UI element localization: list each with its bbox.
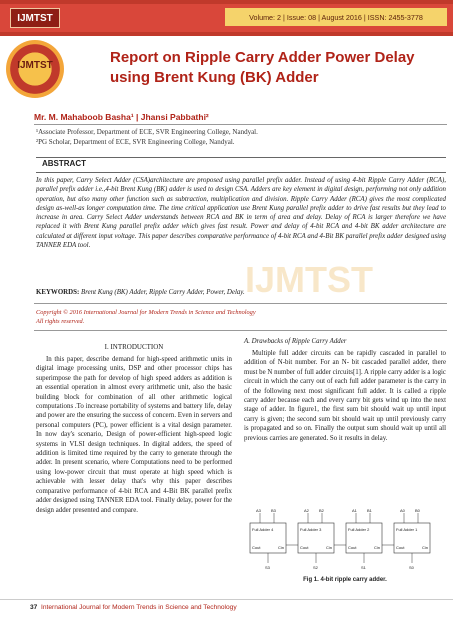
svg-text:Cin: Cin bbox=[422, 545, 429, 550]
volume-info: Volume: 2 | Issue: 08 | August 2016 | ISSN: 2455-3778 bbox=[225, 8, 447, 26]
journal-brand: IJMTST bbox=[10, 8, 60, 28]
copyright-line-2: All rights reserved. bbox=[36, 317, 85, 325]
svg-text:Cout: Cout bbox=[396, 545, 405, 550]
input-label: B3 bbox=[271, 508, 276, 513]
keywords-text: Brent Kung (BK) Adder, Ripple Carry Adder, Power, Delay. bbox=[81, 289, 245, 296]
svg-text:Cout: Cout bbox=[348, 545, 357, 550]
full-adder-label: Full Adder 4 bbox=[252, 527, 274, 532]
input-label: B0 bbox=[415, 508, 420, 513]
output-label: S1 bbox=[361, 565, 366, 570]
footer-journal: International Journal for Modern Trends in Science and Technology bbox=[41, 604, 237, 611]
section-heading-introduction: I. INTRODUCTION bbox=[104, 343, 164, 351]
abstract-text: In this paper, Carry Select Adder (CSA)architecture are proposed using parallel prefix adder. Instead of using 4-bit Ripple Carry Adder (RCA), parallel prefix adder i.e.,4-bit Brent Kung (BK) adder is used to design CSA. Adders are key element in digital design, performing not only addition operation, but also many other function such as subtraction, multiplication and division. Ripple Carry Adder (RCA) gives the most complicated design as-well-as longer computation time. The time critical application use Brent Kung parallel prefix adder to drive fast results but they lead to increase in area. Carry Select Adder understands between RCA and BK in term of area and delay. Delay of RCA is larger therefore we have replaced it with Brent Kung parallel prefix adder which gives fast result. Power and delay of 4-bit RCA and 4-bit BK adder architecture are calculated at different input voltage. This paper describes comparative performance of 4-bit RCA and 4-Bit BK parallel prefix adder designed using TANNER EDA tool. bbox=[36, 177, 446, 250]
watermark: IJMTST bbox=[245, 259, 374, 300]
figure-caption: Fig 1. 4-bit ripple carry adder. bbox=[303, 577, 387, 583]
output-label: S2 bbox=[313, 565, 318, 570]
input-label: B2 bbox=[319, 508, 324, 513]
svg-text:Cin: Cin bbox=[278, 545, 285, 550]
full-adder-label: Full Adder 3 bbox=[300, 527, 322, 532]
footer bbox=[30, 604, 237, 611]
svg-text:Cin: Cin bbox=[374, 545, 381, 550]
divider bbox=[34, 330, 447, 331]
input-label: A1 bbox=[352, 508, 357, 513]
affiliation-2: ²PG Scholar, Department of ECE, SVR Engineering College, Nandyal. bbox=[36, 138, 235, 146]
svg-text:Cout: Cout bbox=[252, 545, 261, 550]
divider bbox=[34, 124, 447, 125]
affiliation-1: ¹Associate Professor, Department of ECE, SVR Engineering College, Nandyal. bbox=[36, 128, 258, 136]
input-label: B1 bbox=[367, 508, 372, 513]
drawbacks-text: Multiple full adder circuits can be rapidly cascaded in parallel to addition of N-bit number. For an N- bit cascaded parallel adder, there must be N number of full adder circuits[1]. A ripple carry adder is a logic circuit in which the carry out of each full adder parameter is the carry in of the following next most significant full adder. It is called a ripple carry adder because each and every carry bit gets wind up into the next stage of adder. In figure1, the first sum bit should wait up until input carry is given; the second sum bit should wait up until previously carry is propagated and so on. Finally the output sum should wait up until all previous carries are generated. So it results in delay. bbox=[244, 350, 446, 442]
authors: Mr. M. Mahaboob Basha¹ | Jhansi Pabbathi² bbox=[34, 112, 209, 122]
abstract-heading: ABSTRACT bbox=[42, 159, 86, 168]
page-number: 37 bbox=[30, 604, 38, 611]
paper-title: Report on Ripple Carry Adder Power Delay using Brent Kung (BK) Adder bbox=[110, 49, 415, 86]
input-label: A3 bbox=[256, 508, 261, 513]
output-label: S0 bbox=[409, 565, 414, 570]
subsection-heading-drawbacks: A. Drawbacks of Ripple Carry Adder bbox=[244, 338, 347, 345]
full-adder-label: Full Adder 1 bbox=[396, 527, 418, 532]
footer-divider bbox=[0, 599, 453, 600]
input-label: A0 bbox=[400, 508, 405, 513]
logo-text: IJMTST bbox=[17, 60, 53, 71]
svg-text:Cin: Cin bbox=[326, 545, 333, 550]
divider bbox=[34, 303, 447, 304]
input-label: A2 bbox=[304, 508, 309, 513]
abstract-heading-bar bbox=[36, 157, 446, 173]
ripple-carry-adder-diagram bbox=[240, 505, 450, 585]
output-label: S3 bbox=[265, 565, 270, 570]
full-adder-label: Full Adder 2 bbox=[348, 527, 370, 532]
svg-text:Cout: Cout bbox=[300, 545, 309, 550]
copyright-line-1: Copyright © 2016 International Journal for Modern Trends in Science and Technology bbox=[36, 309, 256, 316]
keywords bbox=[36, 289, 446, 296]
introduction-text: In this paper, describe demand for high-speed arithmetic units in digital image processing units, DSP and other processor chips has superimpose the path for develop of high speed adders as addition is an essential operation in almost every arithmetic unit, also the basic building block for combination of all other arithmetic logical computations .To increase portability of systems and battery life, delay and power are the ensuring the success of concern. Even in servers and personal computers (PC), power efficient is a vital design parameter. In now day's scenario, Design of power-efficient high-speed logic systems in VLSI design techniques. In digital adders, the speed of addition is limited time required by the carry to generate through the adder. In present scenario, where Computations need to be performed using low-power circuit that must operate at high speed which is achievable with lesser delay that's why this paper describes comparative performance of 4-bit RCA and 4-Bit BK parallel prefix adder designed using TANNER EDA tool. Finally delay, power for the design adder presented and compare. bbox=[36, 356, 232, 514]
copyright bbox=[36, 309, 446, 326]
keywords-label: KEYWORDS: bbox=[36, 289, 80, 296]
